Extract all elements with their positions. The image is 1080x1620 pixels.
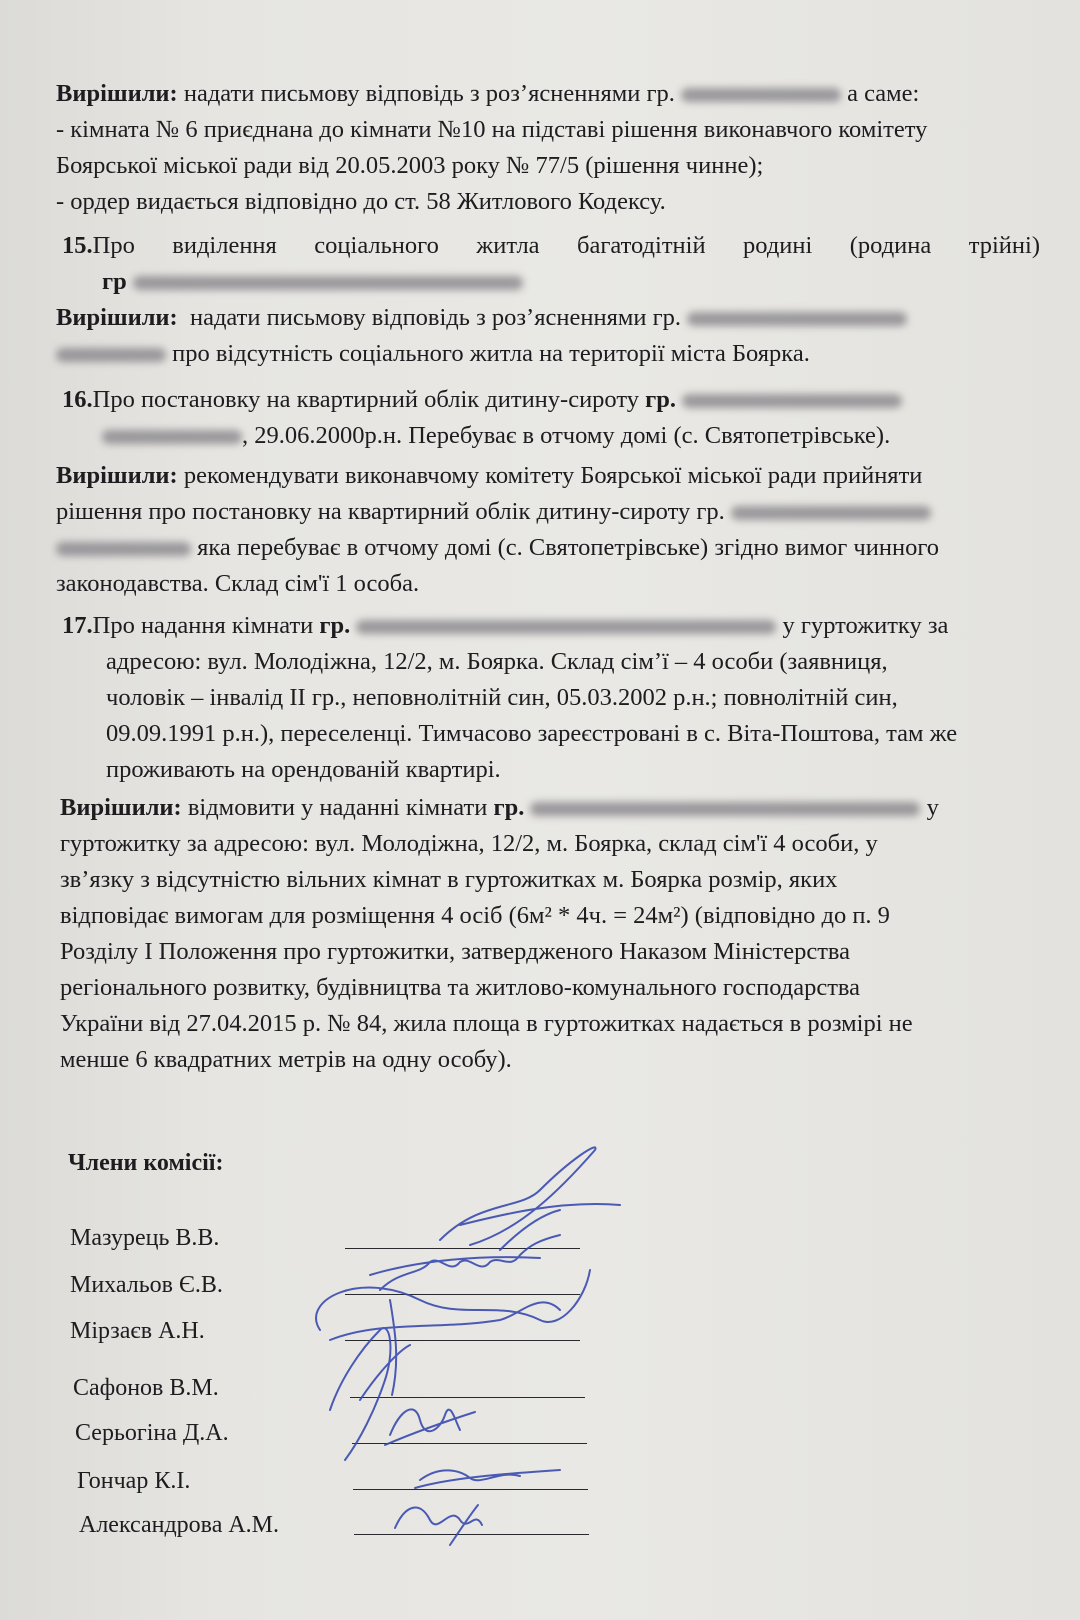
decision-text: про відсутність соціального житла на території міста Боярка. [172, 340, 810, 367]
decision-14-line-2: - кімната № 6 приєднана до кімнати №10 на підставі рішення виконавчого комітету [56, 116, 928, 143]
signature-line [352, 1443, 587, 1444]
item-17-line-1 [62, 608, 1047, 644]
signature-1 [440, 1147, 620, 1250]
item-17-line-5: проживають на орендованій квартирі. [106, 756, 501, 783]
members-title: Члени комісії: [68, 1150, 224, 1176]
signature-line [350, 1397, 585, 1398]
decision-17-line-8: менше 6 квадратних метрів на одну особу). [60, 1046, 512, 1073]
redacted-name [530, 802, 920, 816]
decision-17-line-5: Розділу I Положення про гуртожитки, затвердженого Наказом Міністерства [60, 938, 851, 965]
decision-17-line-7: України від 27.04.2015 р. № 84, жила площа в гуртожитках надається в розмірі не [60, 1010, 913, 1037]
decision-16 [56, 458, 1041, 602]
signature-7 [395, 1505, 482, 1545]
decision-17-line-1 [60, 790, 1045, 826]
signature-2 [370, 1235, 560, 1290]
redacted-name [133, 276, 523, 290]
decision-label: Вирішили: [56, 80, 178, 107]
decision-16-line-4: законодавства. Склад сім'ї 1 особа. [56, 570, 420, 597]
item-number: 16. [62, 386, 93, 413]
item-number: 15. [62, 232, 93, 259]
redacted-name [102, 430, 242, 444]
decision-text: рекомендувати виконавчому комітету Боярської міської ради прийняти [183, 462, 923, 489]
decision-label: Вирішили: [60, 794, 182, 821]
decision-text-end: а саме: [847, 80, 920, 107]
item-text-end: у гуртожитку за [782, 612, 949, 639]
agenda-item-16 [62, 382, 1040, 454]
decision-text: надати письмову відповідь з роз’ясненнями гр. [183, 80, 675, 107]
signature-6 [415, 1470, 560, 1488]
decision-text: відмовити у наданні кімнати [187, 794, 488, 821]
signature-line [345, 1340, 580, 1341]
decision-17 [60, 790, 1045, 1078]
redacted-name [682, 394, 902, 408]
decision-14-line-3: Боярської міської ради від 20.05.2003 року № 77/5 (рішення чинне); [56, 152, 764, 179]
signature-5 [385, 1409, 475, 1445]
agenda-item-15 [62, 228, 1040, 300]
signature-line [345, 1248, 580, 1249]
decision-text: надати письмову відповідь з роз’ясненнями гр. [189, 304, 681, 331]
decision-15-line-2 [56, 336, 1041, 372]
item-gr-abbrev: гр [102, 268, 127, 295]
redacted-name [56, 348, 166, 362]
decision-15 [56, 300, 1041, 372]
decision-16-line-1 [56, 458, 1041, 494]
decision-15-line-1 [56, 300, 1041, 336]
item-17-line-3: чоловік – інвалід II гр., неповнолітній син, 05.03.2002 р.н.; повнолітній син, [106, 684, 898, 711]
decision-16-line-3 [56, 530, 1041, 566]
signature-3 [316, 1270, 590, 1395]
redacted-name [731, 506, 931, 520]
signature-line [353, 1489, 588, 1490]
decision-text: яка перебуває в отчому домі (с. Святопетрівське) згідно вимог чинного [197, 534, 940, 561]
item-gr-abbrev: гр. [645, 386, 677, 413]
decision-label: Вирішили: [56, 304, 178, 331]
signature-4 [330, 1328, 410, 1460]
item-17-line-4: 09.09.1991 р.н.), переселенці. Тимчасово зареєстровані в с. Віта-Поштова, там же [106, 720, 958, 747]
member-name: Серьогіна Д.А. [75, 1420, 229, 1446]
signature-line [345, 1294, 580, 1295]
decision-14-line-4: - ордер видається відповідно до ст. 58 Житлового Кодексу. [56, 188, 666, 215]
member-name: Мірзаєв А.Н. [70, 1318, 205, 1344]
decision-label: Вирішили: [56, 462, 178, 489]
item-gr-abbrev: гр. [493, 794, 525, 821]
decision-17-line-4: відповідає вимогам для розміщення 4 осіб (6м² * 4ч. = 24м²) (відповідно до п. 9 [60, 902, 890, 929]
redacted-name [681, 88, 841, 102]
item-number: 17. [62, 612, 93, 639]
item-16-line-2 [62, 418, 1040, 454]
member-name: Мазурець В.В. [70, 1225, 220, 1251]
redacted-name [56, 542, 191, 556]
item-gr-abbrev: гр. [319, 612, 351, 639]
member-name: Гончар К.І. [77, 1468, 191, 1494]
item-16-line-1 [62, 382, 1040, 418]
member-name: Михальов Є.В. [70, 1272, 223, 1298]
redacted-name [356, 620, 776, 634]
item-15-line-2 [62, 264, 1040, 300]
item-text: Про виділення соціального житла багатодітній родині (родина трійні) [92, 232, 1040, 259]
decision-17-line-6: регіонального розвитку, будівництва та житлово-комунального господарства [60, 974, 861, 1001]
decision-text-end: у [926, 794, 939, 821]
decision-16-line-2 [56, 494, 1041, 530]
agenda-item-17 [62, 608, 1047, 788]
signature-line [354, 1534, 589, 1535]
decision-14 [56, 76, 1041, 220]
item-text: Про постановку на квартирний облік дитину-сироту [92, 386, 639, 413]
member-name: Сафонов В.М. [73, 1375, 219, 1401]
decision-17-line-2: гуртожитку за адресою: вул. Молодіжна, 12/2, м. Боярка, склад сім'ї 4 особи, у [60, 830, 878, 857]
decision-14-line-1 [56, 76, 1041, 112]
item-text: Про надання кімнати [92, 612, 314, 639]
redacted-name [687, 312, 907, 326]
member-name: Александрова А.М. [79, 1512, 280, 1538]
decision-17-line-3: зв’язку з відсутністю вільних кімнат в гуртожитках м. Боярка розмір, яких [60, 866, 838, 893]
item-17-line-2: адресою: вул. Молодіжна, 12/2, м. Боярка. Склад сім’ї – 4 особи (заявниця, [106, 648, 888, 675]
decision-text: рішення про постановку на квартирний облік дитину-сироту гр. [56, 498, 725, 525]
item-15-line-1 [62, 228, 1040, 264]
item-text: , 29.06.2000р.н. Перебуває в отчому домі (с. Святопетрівське). [242, 422, 891, 449]
